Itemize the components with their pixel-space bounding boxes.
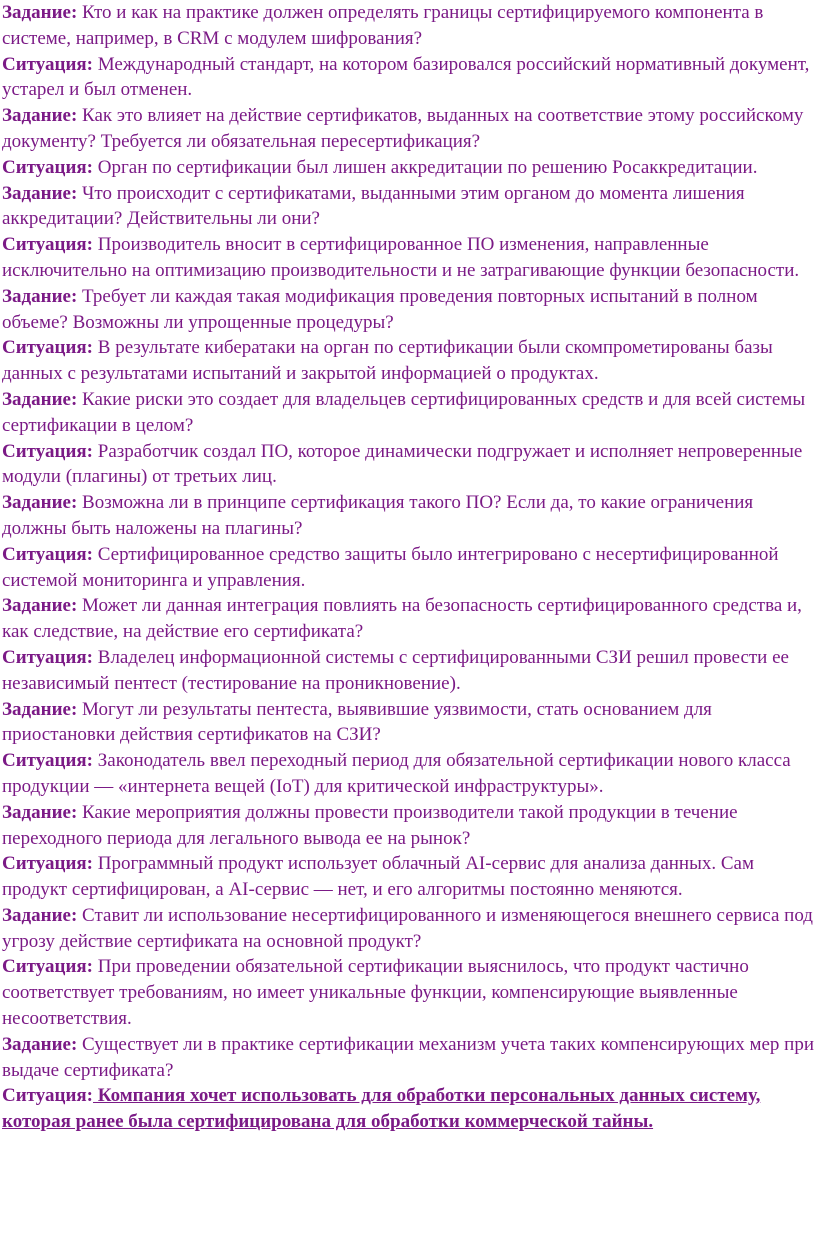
- task-paragraph: [2, 181, 814, 233]
- situation-text: Законодатель ввел переходный период для обязательной сертификации нового класса продукции — «интернета вещей (IoT) для критической инфраструктуры».: [2, 750, 791, 797]
- situation-text: Компания хочет использовать для обработки персональных данных систему, которая ранее была сертифицирована для обработки коммерческой тайны.: [2, 1085, 761, 1133]
- situation-paragraph: [2, 954, 814, 1031]
- situation-label: Ситуация:: [2, 956, 94, 978]
- task-label: Задание:: [2, 801, 78, 823]
- situation-paragraph: [2, 851, 814, 903]
- situation-text: Производитель вносит в сертифицированное ПО изменения, направленные исключительно на оптимизацию производительности и не затрагивающие функции безопасности.: [2, 234, 800, 281]
- situation-paragraph: [2, 232, 814, 284]
- task-label: Задание:: [2, 105, 78, 127]
- situation-text: Программный продукт использует облачный AI-сервис для анализа данных. Сам продукт сертифицирован, а AI-сервис — нет, и его алгоритмы постоянно меняются.: [2, 853, 754, 901]
- task-label: Задание:: [2, 1033, 78, 1055]
- task-text: Как это влияет на действие сертификатов, выданных на соответствие этому российскому документу? Требуется ли обязательная пересертификация?: [2, 105, 804, 152]
- situation-text: Сертифицированное средство защиты было интегрировано с несертифицированной системой мониторинга и управления.: [2, 543, 779, 591]
- situation-paragraph: [2, 335, 814, 387]
- situation-label: Ситуация:: [2, 543, 94, 565]
- task-text: Кто и как на практике должен определять границы сертифицируемого компонента в системе, например, в CRM с модулем шифрования?: [2, 2, 764, 49]
- situation-text: При проведении обязательной сертификации выяснилось, что продукт частично соответствует требованиям, но имеет уникальные функции, компенсирующие выявленные несоответствия.: [2, 956, 749, 1030]
- task-paragraph: [2, 490, 814, 542]
- situation-label: Ситуация:: [2, 440, 94, 462]
- situation-paragraph: [2, 439, 814, 491]
- situation-paragraph: [2, 155, 814, 181]
- situation-paragraph: [2, 748, 814, 800]
- situation-label: Ситуация:: [2, 1085, 94, 1107]
- situation-paragraph: [2, 52, 814, 104]
- task-text: Требует ли каждая такая модификация проведения повторных испытаний в полном объеме? Возможны ли упрощенные процедуры?: [2, 285, 758, 333]
- task-label: Задание:: [2, 388, 78, 410]
- situation-text: Орган по сертификации был лишен аккредитации по решению Росаккредитации.: [93, 156, 758, 178]
- task-label: Задание:: [2, 285, 78, 307]
- task-text: Какие риски это создает для владельцев сертифицированных средств и для всей системы сертификации в целом?: [2, 388, 806, 436]
- situation-paragraph: [2, 542, 814, 594]
- situation-label: Ситуация:: [2, 156, 94, 178]
- situation-text: В результате кибератаки на орган по сертификации были скомпрометированы базы данных с результатами испытаний и закрытой информацией о продуктах.: [2, 337, 773, 385]
- task-paragraph: [2, 903, 814, 955]
- task-paragraph: [2, 593, 814, 645]
- task-paragraph: [2, 1032, 814, 1084]
- task-paragraph: [2, 800, 814, 852]
- task-text: Возможна ли в принципе сертификация такого ПО? Если да, то какие ограничения должны быть наложены на плагины?: [2, 492, 754, 539]
- situation-label: Ситуация:: [2, 53, 94, 75]
- task-paragraph: [2, 0, 814, 52]
- task-label: Задание:: [2, 595, 78, 617]
- situation-text: Разработчик создал ПО, которое динамически подгружает и исполняет непроверенные модули (плагины) от третьих лиц.: [2, 440, 803, 488]
- situation-label: Ситуация:: [2, 234, 94, 256]
- task-paragraph: [2, 103, 814, 155]
- situation-text: Международный стандарт, на котором базировался российский нормативный документ, устарел и был отменен.: [2, 53, 810, 101]
- task-text: Может ли данная интеграция повлиять на безопасность сертифицированного средства и, как следствие, на действие его сертификата?: [2, 595, 802, 643]
- task-text: Могут ли результаты пентеста, выявившие уязвимости, стать основанием для приостановки действия сертификатов на СЗИ?: [2, 698, 712, 746]
- situation-label: Ситуация:: [2, 646, 94, 668]
- situation-label: Ситуация:: [2, 750, 94, 772]
- task-text: Какие мероприятия должны провести производители такой продукции в течение переходного периода для легального вывода ее на рынок?: [2, 801, 738, 849]
- situation-text: Владелец информационной системы с сертифицированными СЗИ решил провести ее независимый пентест (тестирование на проникновение).: [2, 646, 789, 694]
- task-paragraph: [2, 387, 814, 439]
- task-label: Задание:: [2, 698, 78, 720]
- task-text: Что происходит с сертификатами, выданными этим органом до момента лишения аккредитации? Действительны ли они?: [2, 182, 745, 230]
- task-label: Задание:: [2, 492, 78, 514]
- situation-label: Ситуация:: [2, 337, 94, 359]
- task-label: Задание:: [2, 182, 78, 204]
- situation-paragraph: [2, 1083, 814, 1135]
- task-paragraph: [2, 697, 814, 749]
- task-paragraph: [2, 284, 814, 336]
- situation-paragraph: [2, 645, 814, 697]
- task-label: Задание:: [2, 2, 78, 23]
- task-text: Ставит ли использование несертифицированного и изменяющегося внешнего сервиса под угрозу действие сертификата на основной продукт?: [2, 904, 813, 952]
- situation-label: Ситуация:: [2, 853, 94, 875]
- task-label: Задание:: [2, 904, 78, 926]
- task-text: Существует ли в практике сертификации механизм учета таких компенсирующих мер при выдаче сертификата?: [2, 1033, 815, 1081]
